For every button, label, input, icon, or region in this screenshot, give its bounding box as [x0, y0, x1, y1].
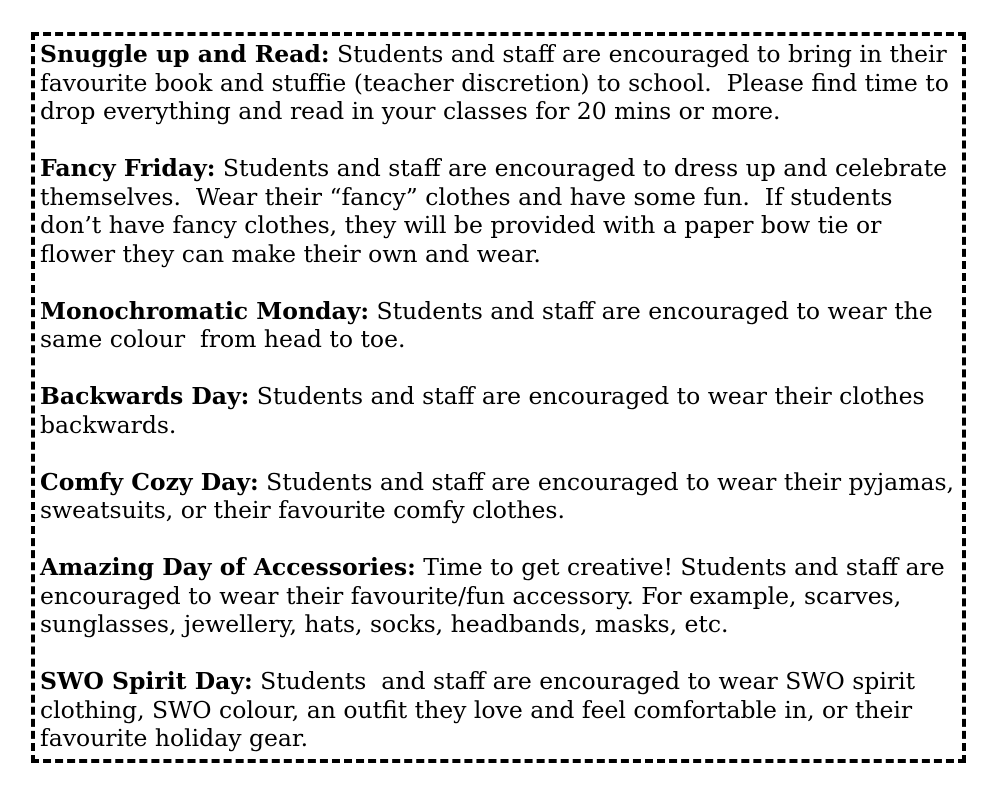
- entry-term: Amazing Day of Accessories:: [40, 553, 416, 581]
- entry-description: Students and staff are encouraged to bring in their favourite book and stuffie (teacher discretion) to school. Please find time to drop everything and read in your classes for 20 mins or more.: [40, 40, 957, 125]
- entry-description: Students and staff are encouraged to wear SWO spirit clothing, SWO colour, an outfit they love and feel comfortable in, or their favourite holiday gear.: [40, 667, 923, 752]
- entry-term: Backwards Day:: [40, 382, 250, 410]
- entry-term: SWO Spirit Day:: [40, 667, 253, 695]
- entry-description: Time to get creative! Students and staff are encouraged to wear their favourite/fun accessory. For example, scarves, sunglasses, jewellery, hats, socks, headbands, masks, etc.: [40, 553, 953, 638]
- entry-description: Students and staff are encouraged to wear their clothes backwards.: [40, 382, 933, 439]
- entry-swo-spirit-day: [40, 667, 955, 753]
- spirit-days-list: [40, 40, 962, 753]
- entry-term: Snuggle up and Read:: [40, 40, 330, 68]
- entry-term: Comfy Cozy Day:: [40, 467, 259, 496]
- entry-description: Students and staff are encouraged to wear their pyjamas, sweatsuits, or their favourite comfy clothes.: [40, 467, 962, 524]
- entry-description: Students and staff are encouraged to wear the same colour from head to toe.: [40, 296, 941, 353]
- entry-amazing-day-of-accessories: [40, 553, 955, 639]
- entry-description: Students and staff are encouraged to dress up and celebrate themselves. Wear their “fancy” clothes and have some fun. If students don’t have fancy clothes, they will be provided with a paper bow tie or flower they can make their own and wear.: [40, 154, 955, 268]
- entry-snuggle-up-and-read: [40, 40, 955, 126]
- entry-monochromatic-monday: [40, 297, 955, 354]
- entry-backwards-day: [40, 382, 955, 439]
- entry-fancy-friday: [40, 154, 955, 268]
- entry-term: Monochromatic Monday:: [40, 296, 370, 325]
- entry-term: Fancy Friday:: [40, 154, 216, 182]
- entry-comfy-cozy-day: [40, 467, 962, 525]
